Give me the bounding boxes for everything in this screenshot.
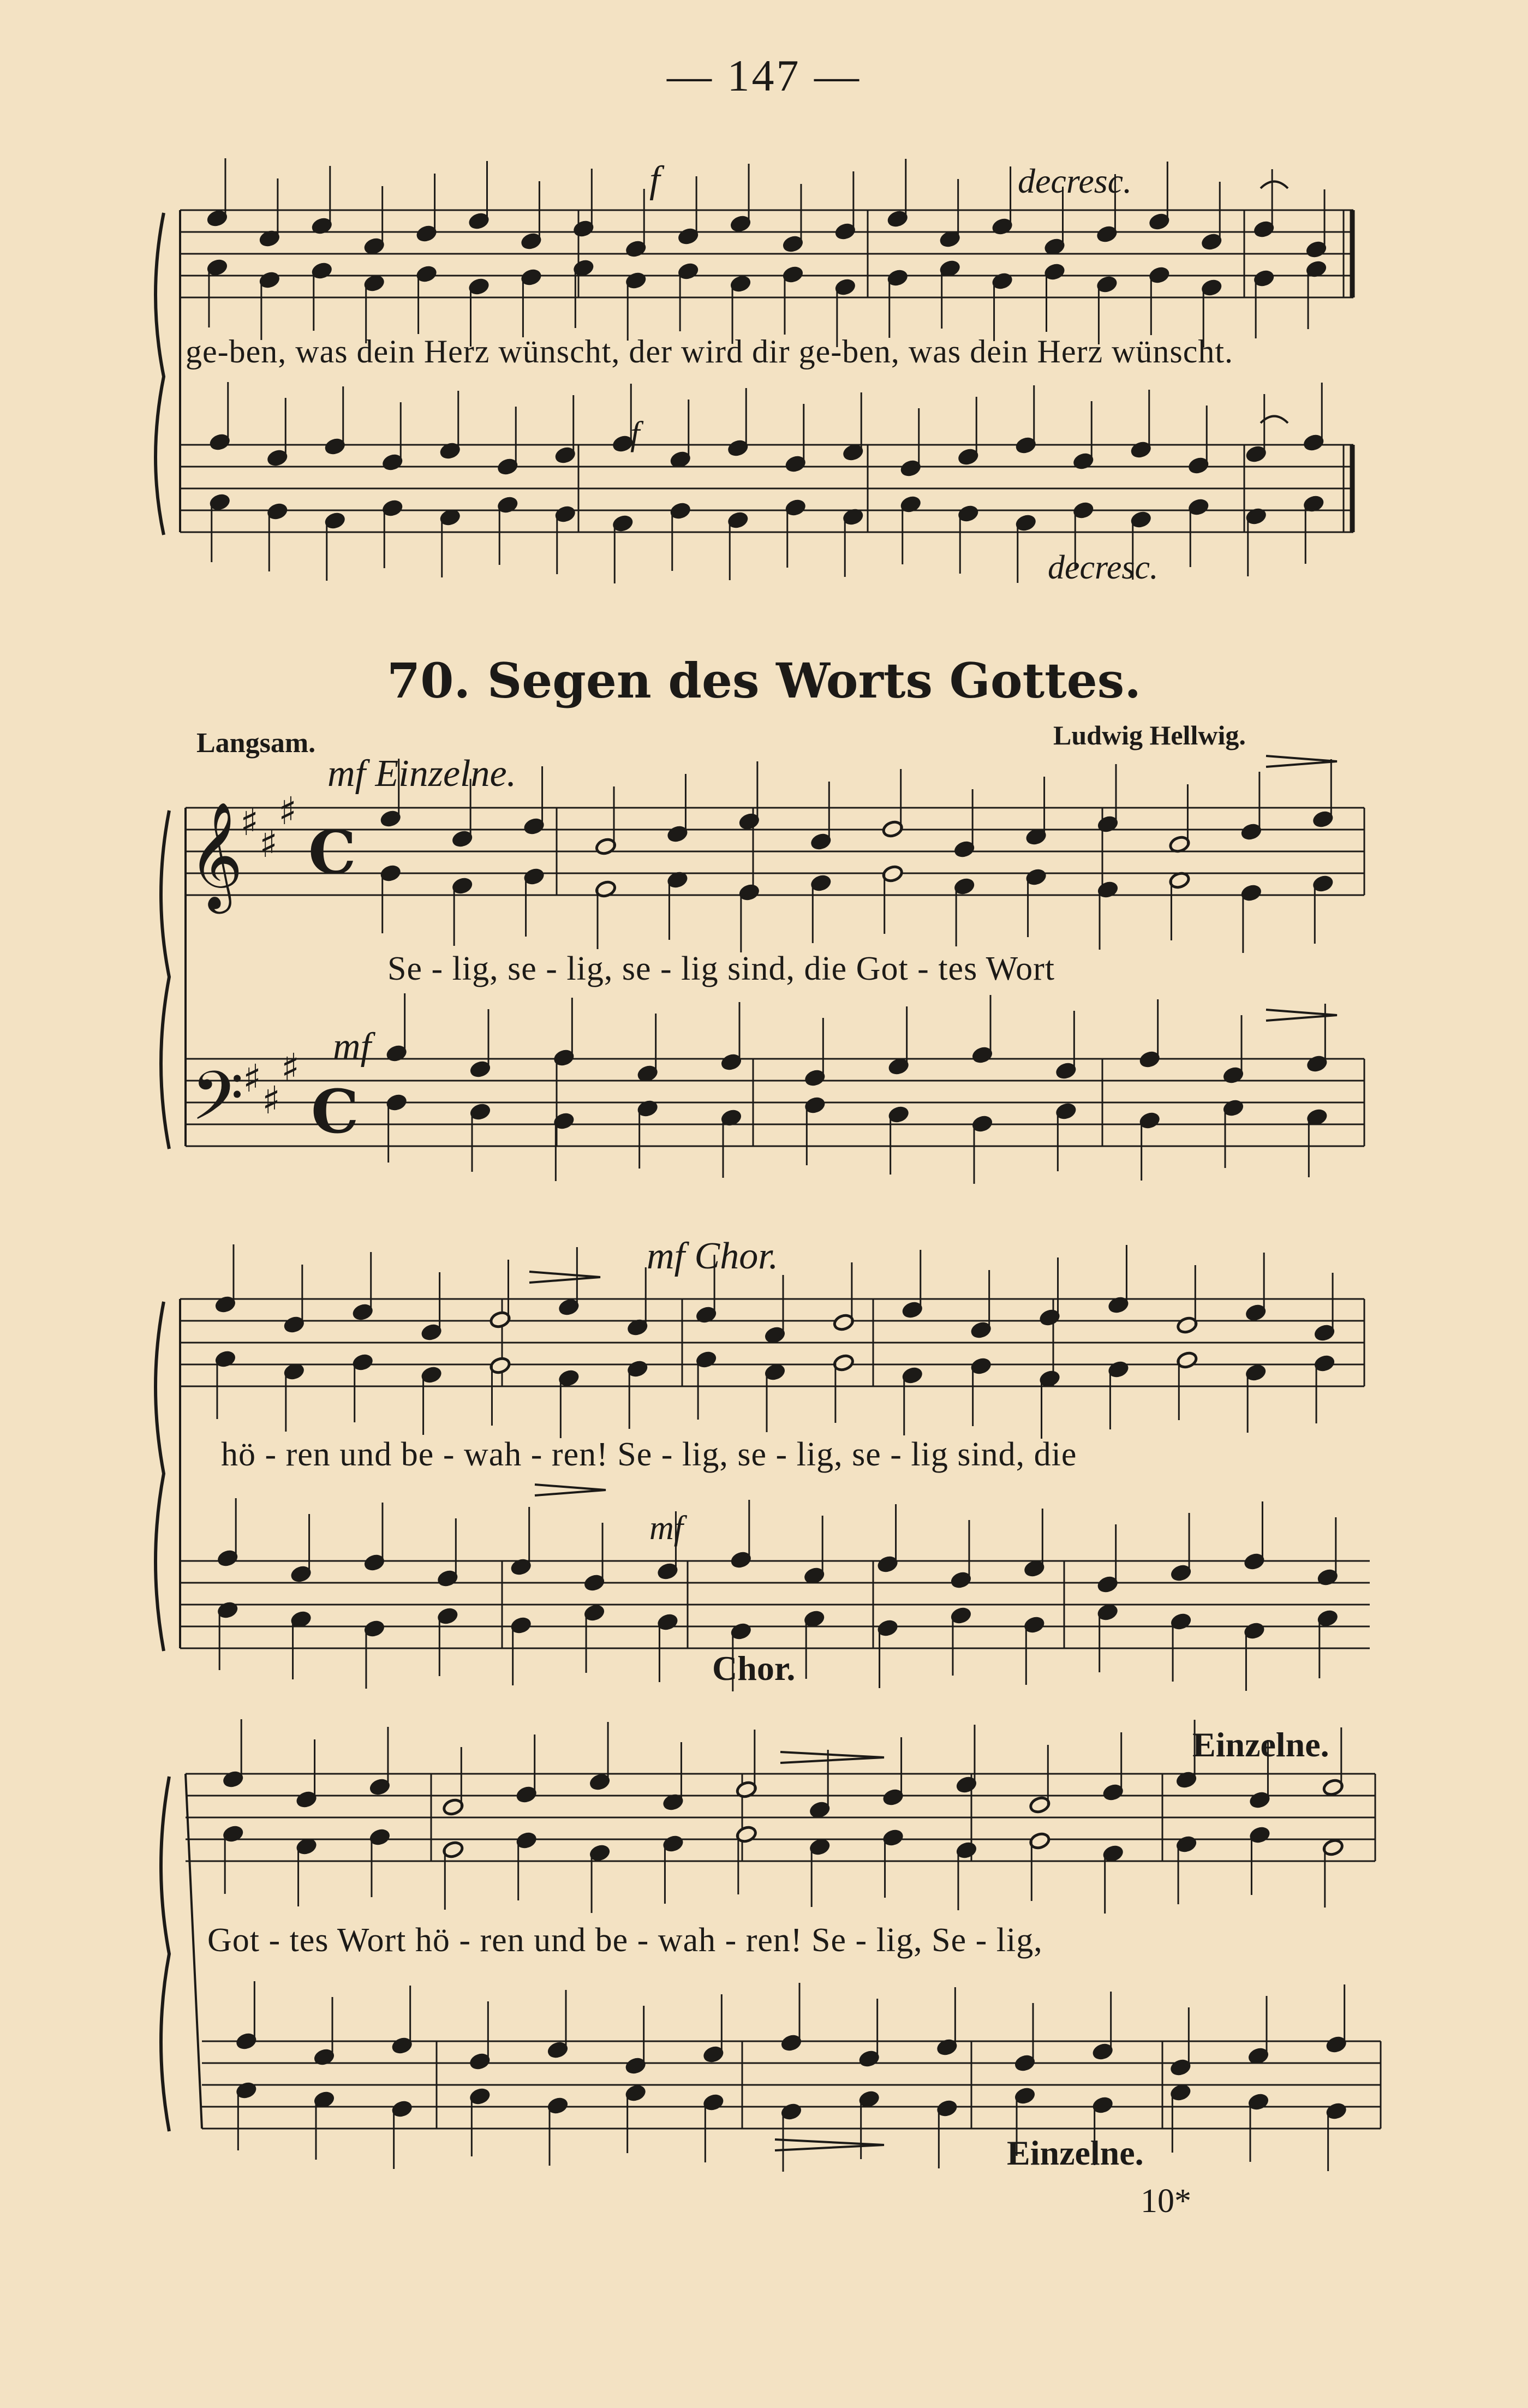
page-number: — 147 — [667, 51, 861, 100]
svg-text:♯: ♯ [259, 821, 278, 866]
bass-clef-icon: 𝄢 [191, 1057, 244, 1152]
system-2-dynamic: mf Chor. [647, 1235, 779, 1277]
lyrics-line-top: ge-ben, was dein Herz wünscht, der wird dir ge-ben, was dein Herz wünscht. [186, 333, 1234, 369]
decrescendo-marking-bass: decresc. [1048, 549, 1159, 586]
lyrics-line-1: Se - lig, se - lig, se - lig sind, die Got - tes Wort [387, 950, 1055, 987]
svg-text:♯: ♯ [262, 1078, 280, 1123]
system-2-bass-dynamic: mf [649, 1510, 683, 1547]
decrescendo-marking: decresc. [1018, 162, 1132, 200]
svg-text:♯: ♯ [278, 789, 297, 833]
svg-text:♯: ♯ [281, 1045, 300, 1090]
einzelne-label-top: Einzelne. [1192, 1725, 1329, 1764]
system-2-bass-staff [180, 1561, 1370, 1648]
system-a-bass-staff [180, 445, 1353, 532]
system-1-dynamic: mf Einzelne. [327, 753, 517, 795]
svg-text:♯: ♯ [243, 1056, 261, 1101]
composer-name: Ludwig Hellwig. [1053, 720, 1246, 750]
hymn-title: 70. Segen des Worts Gottes. [387, 652, 1141, 709]
svg-text:C: C [311, 1076, 359, 1147]
system-3-treble-staff [186, 1774, 1375, 1861]
svg-text:C: C [308, 817, 356, 887]
tempo-marking: Langsam. [196, 728, 316, 759]
system-1-bass-dynamic: mf [333, 1026, 371, 1068]
treble-clef-icon: 𝄞 [188, 801, 243, 909]
lyrics-line-3: Got - tes Wort hö - ren und be - wah - ren! Se - lig, Se - lig, [207, 1922, 1043, 1959]
dynamic-forte: f [649, 159, 660, 201]
system-1-bass-staff [186, 1059, 1364, 1146]
dynamic-forte-bass: f [630, 415, 640, 452]
signature-mark: 10* [1141, 2183, 1191, 2220]
svg-text:♯: ♯ [240, 800, 259, 844]
system-a-treble-staff [180, 210, 1353, 297]
chor-label: Chor. [712, 1649, 796, 1688]
einzelne-label-bottom: Einzelne. [1007, 2133, 1144, 2172]
lyrics-line-2: hö - ren und be - wah - ren! Se - lig, se - lig, se - lig sind, die [221, 1436, 1077, 1473]
